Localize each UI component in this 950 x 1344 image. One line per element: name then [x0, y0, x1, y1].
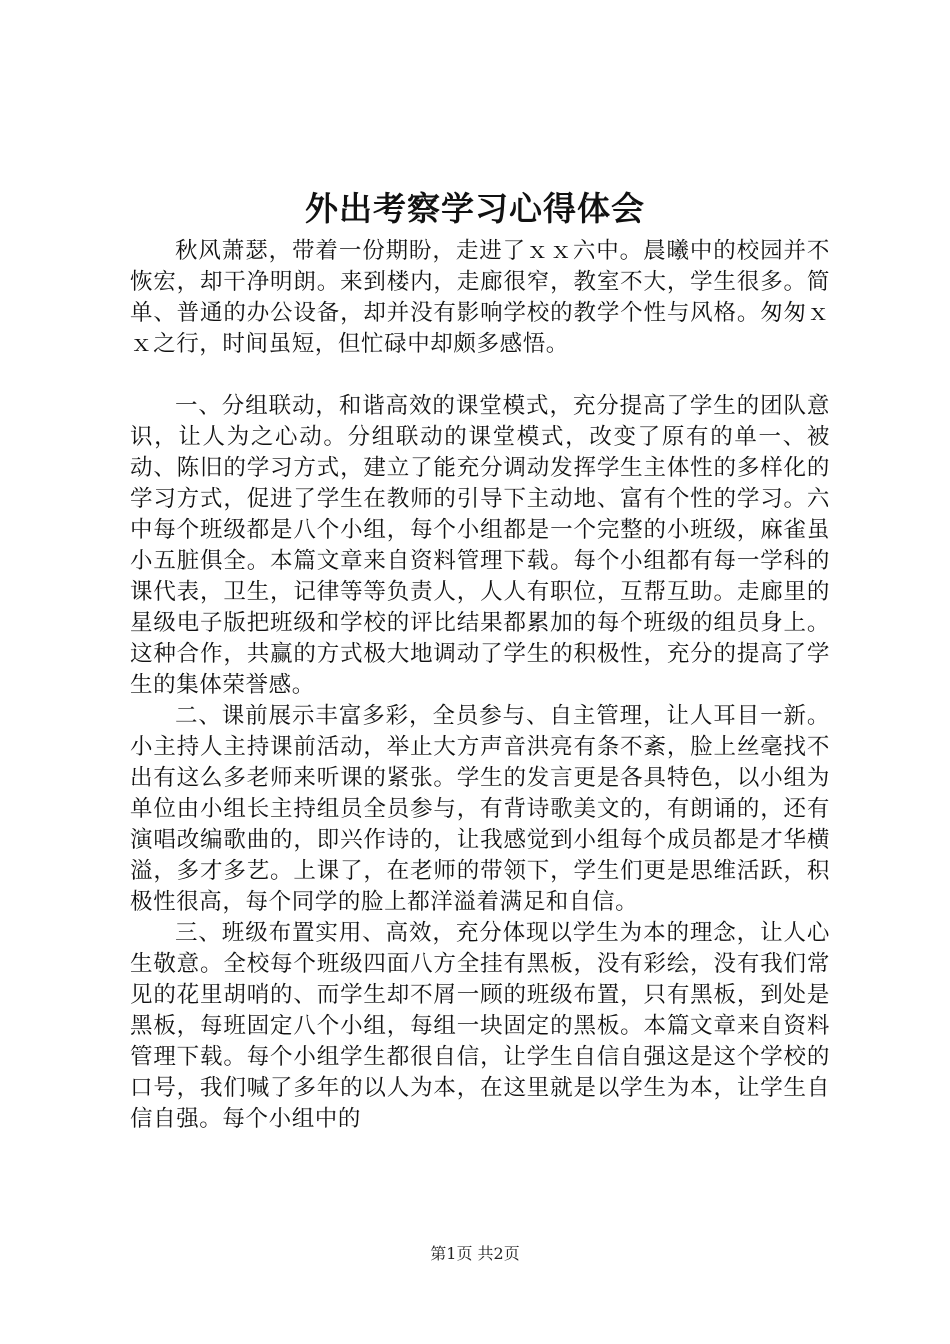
document-title: 外出考察学习心得体会	[305, 189, 645, 228]
paragraph-intro: 秋风萧瑟，带着一份期盼，走进了ｘｘ六中。晨曦中的校园并不恢宏，却干净明朗。来到楼内，走廊很窄，教室不大，学生很多。简单、普通的办公设备，却并没有影响学校的教学个性与风格。匆匆ｘｘ之行，时间虽短，但忙碌中却颇多感悟。	[130, 238, 830, 357]
page-footer: 第1页 共2页	[430, 1244, 520, 1263]
paragraph-section-3: 三、班级布置实用、高效，充分体现以学生为本的理念，让人心生敬意。全校每个班级四面八方全挂有黑板，没有彩绘，没有我们常见的花里胡哨的、而学生却不屑一顾的班级布置，只有黑板，到处是黑板，每班固定八个小组，每组一块固定的黑板。本篇文章来自资料管理下载。每个小组学生都很自信，让学生自信自强这是这个学校的口号，我们喊了多年的以人为本，在这里就是以学生为本，让学生自信自强。每个小组中的	[130, 920, 830, 1132]
document-body	[130, 236, 830, 1135]
paragraph-section-1: 一、分组联动，和谐高效的课堂模式，充分提高了学生的团队意识，让人为之心动。分组联动的课堂模式，改变了原有的单一、被动、陈旧的学习方式，建立了能充分调动发挥学生主体性的多样化的学习方式，促进了学生在教师的引导下主动地、富有个性的学习。六中每个班级都是八个小组，每个小组都是一个完整的小班级，麻雀虽小五脏俱全。本篇文章来自资料管理下载。每个小组都有每一学科的课代表，卫生，记律等等负责人，人人有职位，互帮互助。走廊里的星级电子版把班级和学校的评比结果都累加的每个班级的组员身上。这种合作，共赢的方式极大地调动了学生的积极性，充分的提高了学生的集体荣誉感。	[130, 393, 830, 698]
paragraph-section-2: 二、课前展示丰富多彩，全员参与、自主管理，让人耳目一新。小主持人主持课前活动，举止大方声音洪亮有条不紊，脸上丝毫找不出有这么多老师来听课的紧张。学生的发言更是各具特色，以小组为单位由小组长主持组员全员参与，有背诗歌美文的，有朗诵的，还有演唱改编歌曲的，即兴作诗的，让我感觉到小组每个成员都是才华横溢，多才多艺。上课了，在老师的带领下，学生们更是思维活跃，积极性很高，每个同学的脸上都洋溢着满足和自信。	[130, 703, 830, 915]
